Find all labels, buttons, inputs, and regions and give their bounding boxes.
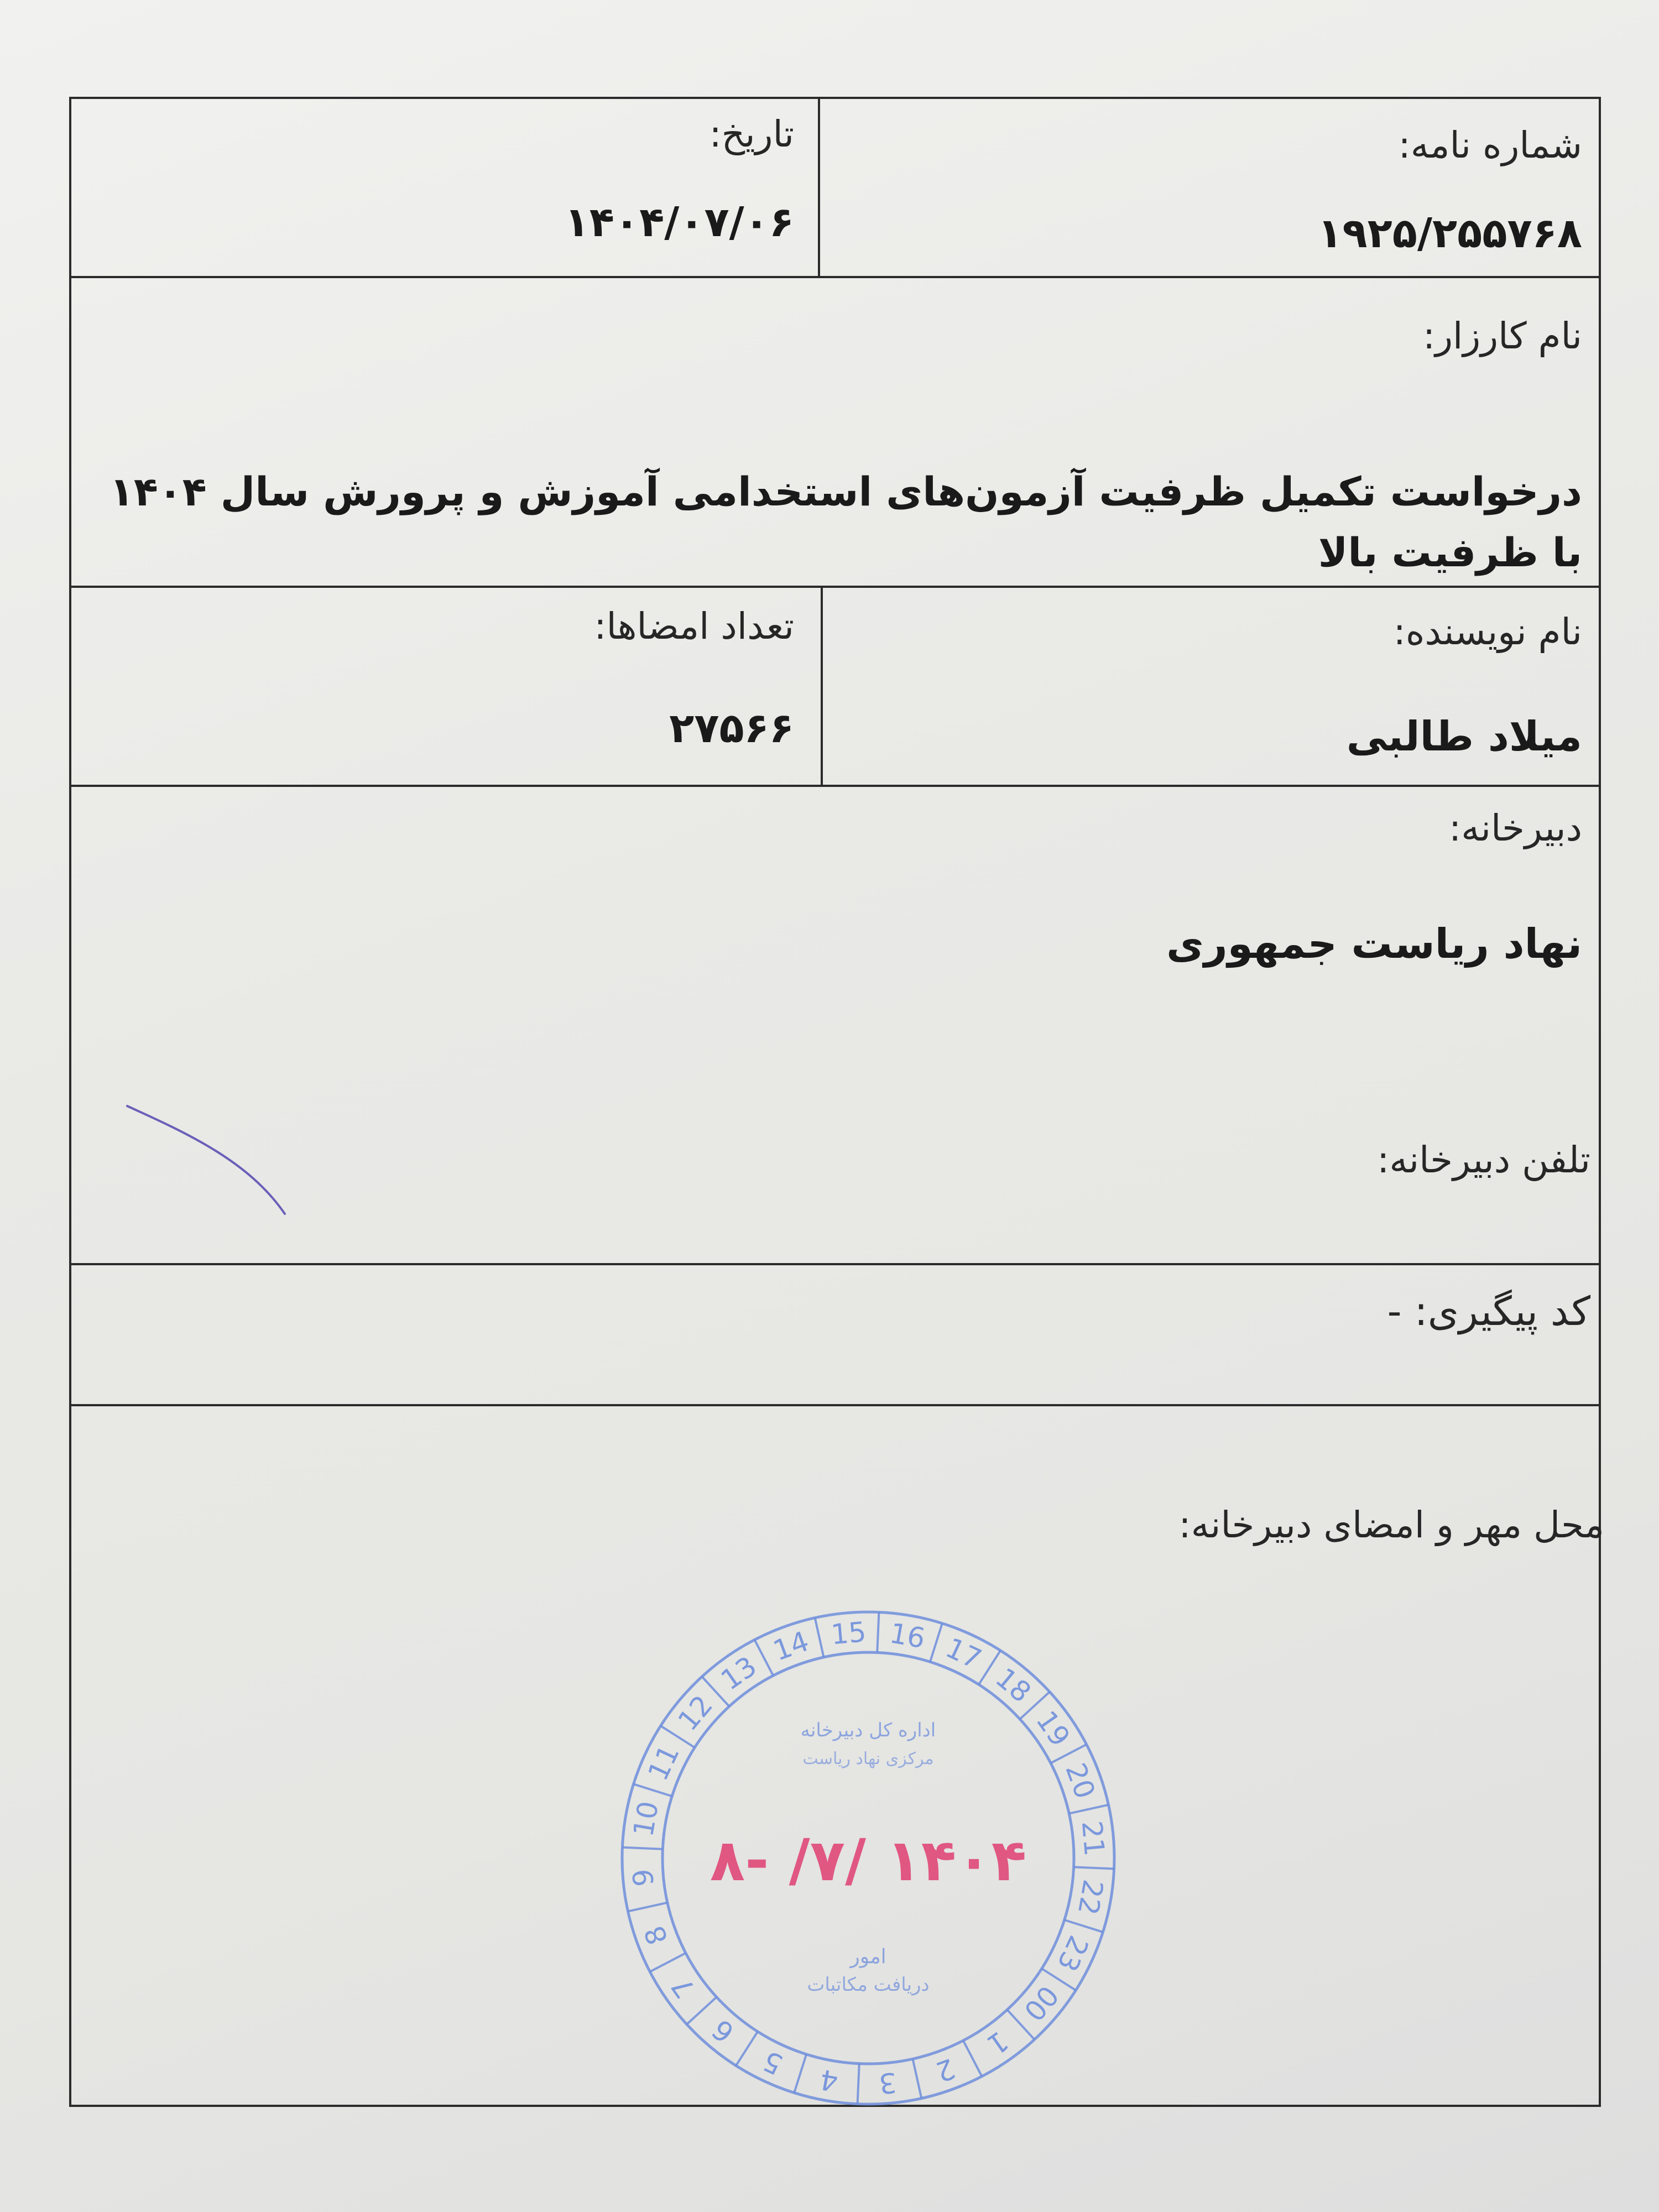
column-divider-top xyxy=(818,99,820,276)
stamp-ring-tick xyxy=(1065,1920,1103,1932)
stamp-hour-label: 12 xyxy=(671,1689,719,1737)
author-name: میلاد طالبی xyxy=(1346,713,1582,760)
stamp-hour-label: 3 xyxy=(878,2066,898,2100)
stamp-ring-tick xyxy=(913,2059,922,2098)
row-divider-2 xyxy=(71,586,1599,588)
letter-number-label: شماره نامه: xyxy=(1398,124,1582,166)
stamp-date: ۱۴۰۴ /۷/ -۸ xyxy=(709,1827,1027,1894)
stamp-ring-tick xyxy=(628,1903,667,1912)
stamp-hour-label: 22 xyxy=(1071,1877,1109,1918)
official-stamp xyxy=(614,1604,1123,2112)
pen-stroke-mark xyxy=(122,1100,299,1222)
secretariat-name: نهاد ریاست جمهوری xyxy=(1166,920,1582,968)
stamp-hour-label: 1 xyxy=(981,2025,1014,2062)
secretariat-label: دبیرخانه: xyxy=(1449,807,1582,849)
stamp-ring-tick xyxy=(877,1612,879,1652)
stamp-hour-label: 00 xyxy=(1017,1979,1065,2027)
stamp-hour-label: 13 xyxy=(715,1650,763,1697)
stamp-hour-label: 20 xyxy=(1059,1759,1102,1803)
author-label: نام نویسنده: xyxy=(1393,611,1582,653)
stamp-hour-label: 14 xyxy=(769,1625,813,1667)
stamp-ring-tick xyxy=(963,2041,982,2077)
stamp-ring-tick xyxy=(687,1997,717,2024)
stamp-hour-label: 15 xyxy=(830,1615,868,1651)
stamp-header-line1: اداره کل دبیرخانه xyxy=(800,1719,936,1741)
stamp-hour-label: 21 xyxy=(1075,1819,1111,1858)
row-divider-5 xyxy=(71,1404,1599,1406)
stamp-hour-label: 2 xyxy=(931,2052,959,2089)
stamp-ring-tick xyxy=(1074,1867,1114,1869)
stamp-hour-label: 19 xyxy=(1030,1705,1077,1752)
stamp-ring-tick xyxy=(634,1784,672,1796)
row-divider-3 xyxy=(71,785,1599,787)
campaign-title: درخواست تکمیل ظرفیت آزمون‌های استخدامی آموزش و پرورش سال ۱۴۰۴ با ظرفیت بالا xyxy=(109,468,1582,576)
stamp-hour-label: 4 xyxy=(817,2063,841,2098)
stamp-ring-tick xyxy=(858,2064,859,2104)
campaign-label: نام کارزار: xyxy=(1422,315,1582,357)
stamp-hour-label: 11 xyxy=(641,1740,686,1786)
row-divider-1 xyxy=(71,276,1599,278)
stamp-header-line2: مرکزی نهاد ریاست xyxy=(802,1749,934,1768)
stamp-hour-label: 10 xyxy=(627,1798,665,1839)
stamp-hour-label: 17 xyxy=(941,1631,987,1676)
stamp-ring-tick xyxy=(1069,1805,1108,1814)
stamp-hour-label: 7 xyxy=(665,1971,702,2004)
stamp-hour-label: 9 xyxy=(627,1867,660,1888)
stamp-hour-label: 8 xyxy=(638,1921,675,1949)
row-divider-4 xyxy=(71,1263,1599,1265)
letter-number-value: ۱۹۲۵/۲۵۵۷۶۸ xyxy=(1317,210,1582,257)
stamp-ring-tick xyxy=(930,1624,942,1662)
stamp-ring-tick xyxy=(815,1618,824,1657)
stamp-hour-label: 18 xyxy=(989,1661,1037,1709)
stamp-ring-tick xyxy=(736,2032,758,2066)
stamp-hour-label: 5 xyxy=(758,2044,788,2081)
stamp-hour-label: 6 xyxy=(706,2013,740,2049)
signatures-count: ۲۷۵۶۶ xyxy=(669,705,794,752)
stamp-area-label: محل مهر و امضای دبیرخانه: xyxy=(1178,1504,1604,1546)
column-divider-middle xyxy=(821,586,823,785)
secretariat-phone-label: تلفن دبیرخانه: xyxy=(1377,1139,1590,1181)
stamp-hour-label: 23 xyxy=(1051,1931,1095,1976)
stamp-footer-line1: امور xyxy=(850,1945,886,1968)
stamp-ring-tick xyxy=(794,2054,806,2093)
date-label: تاریخ: xyxy=(709,113,794,155)
date-value: ۱۴۰۴/۰۷/۰۶ xyxy=(564,199,794,246)
signatures-label: تعداد امضاها: xyxy=(594,605,794,648)
stamp-footer-line2: دریافت مکاتبات xyxy=(807,1974,930,1996)
stamp-ring-tick xyxy=(650,1953,686,1972)
stamp-ring-tick xyxy=(622,1848,662,1849)
tracking-code-label: کد پیگیری: - xyxy=(1387,1288,1590,1334)
stamp-hour-label: 16 xyxy=(887,1617,928,1655)
